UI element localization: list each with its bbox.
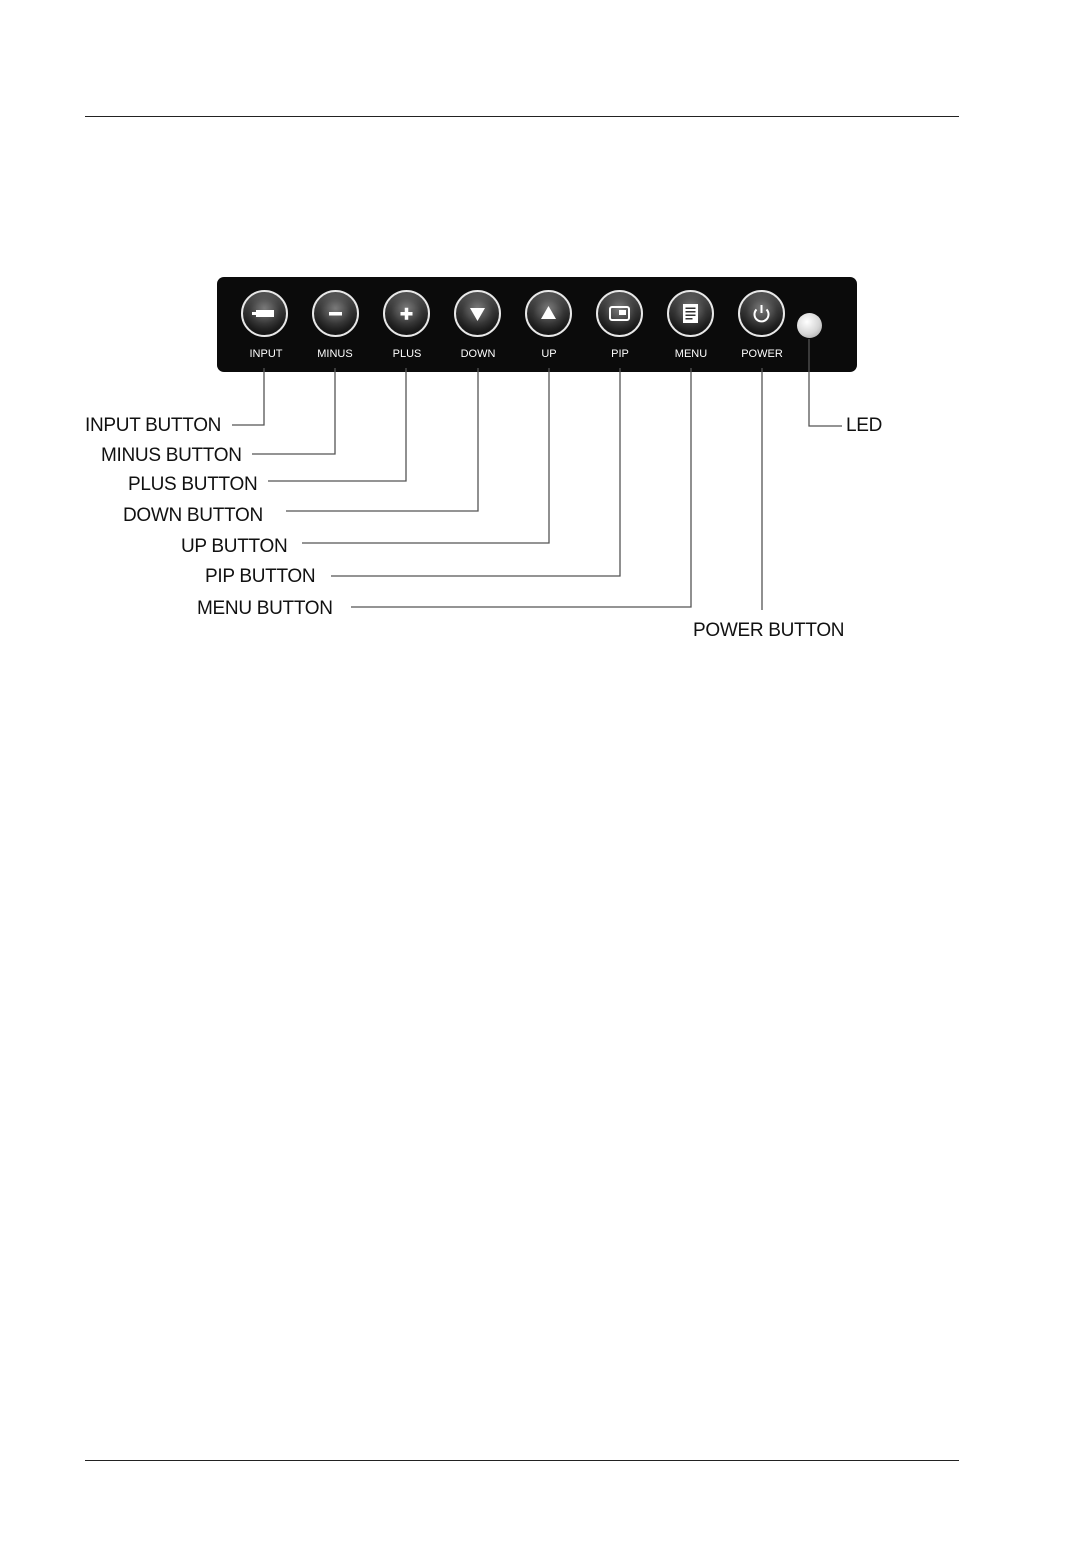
callout-led: LED <box>846 415 883 436</box>
down-label: DOWN <box>460 348 496 360</box>
callout-minus-button: MINUS BUTTON <box>101 445 242 466</box>
callout-input-button: INPUT BUTTON <box>85 415 222 436</box>
up-label: UP <box>541 348 557 360</box>
callout-down-button: DOWN BUTTON <box>123 505 263 526</box>
leader-up <box>302 368 549 543</box>
power-label: POWER <box>741 348 783 360</box>
leader-plus <box>268 368 406 481</box>
leader-menu <box>351 368 691 607</box>
menu-label: MENU <box>674 348 708 360</box>
footer-rule <box>85 1460 959 1461</box>
leader-down <box>286 368 478 511</box>
callout-menu-button: MENU BUTTON <box>197 598 333 619</box>
plus-label: PLUS <box>392 348 422 360</box>
leader-led <box>809 339 842 426</box>
leader-input <box>232 368 264 425</box>
callout-up-button: UP BUTTON <box>181 536 288 557</box>
leader-pip <box>331 368 620 576</box>
minus-label: MINUS <box>317 348 353 360</box>
callout-plus-button: PLUS BUTTON <box>128 474 258 495</box>
input-label: INPUT <box>249 348 283 360</box>
callout-power-button: POWER BUTTON <box>693 620 845 641</box>
pip-label: PIP <box>611 348 629 360</box>
callout-pip-button: PIP BUTTON <box>205 566 316 587</box>
